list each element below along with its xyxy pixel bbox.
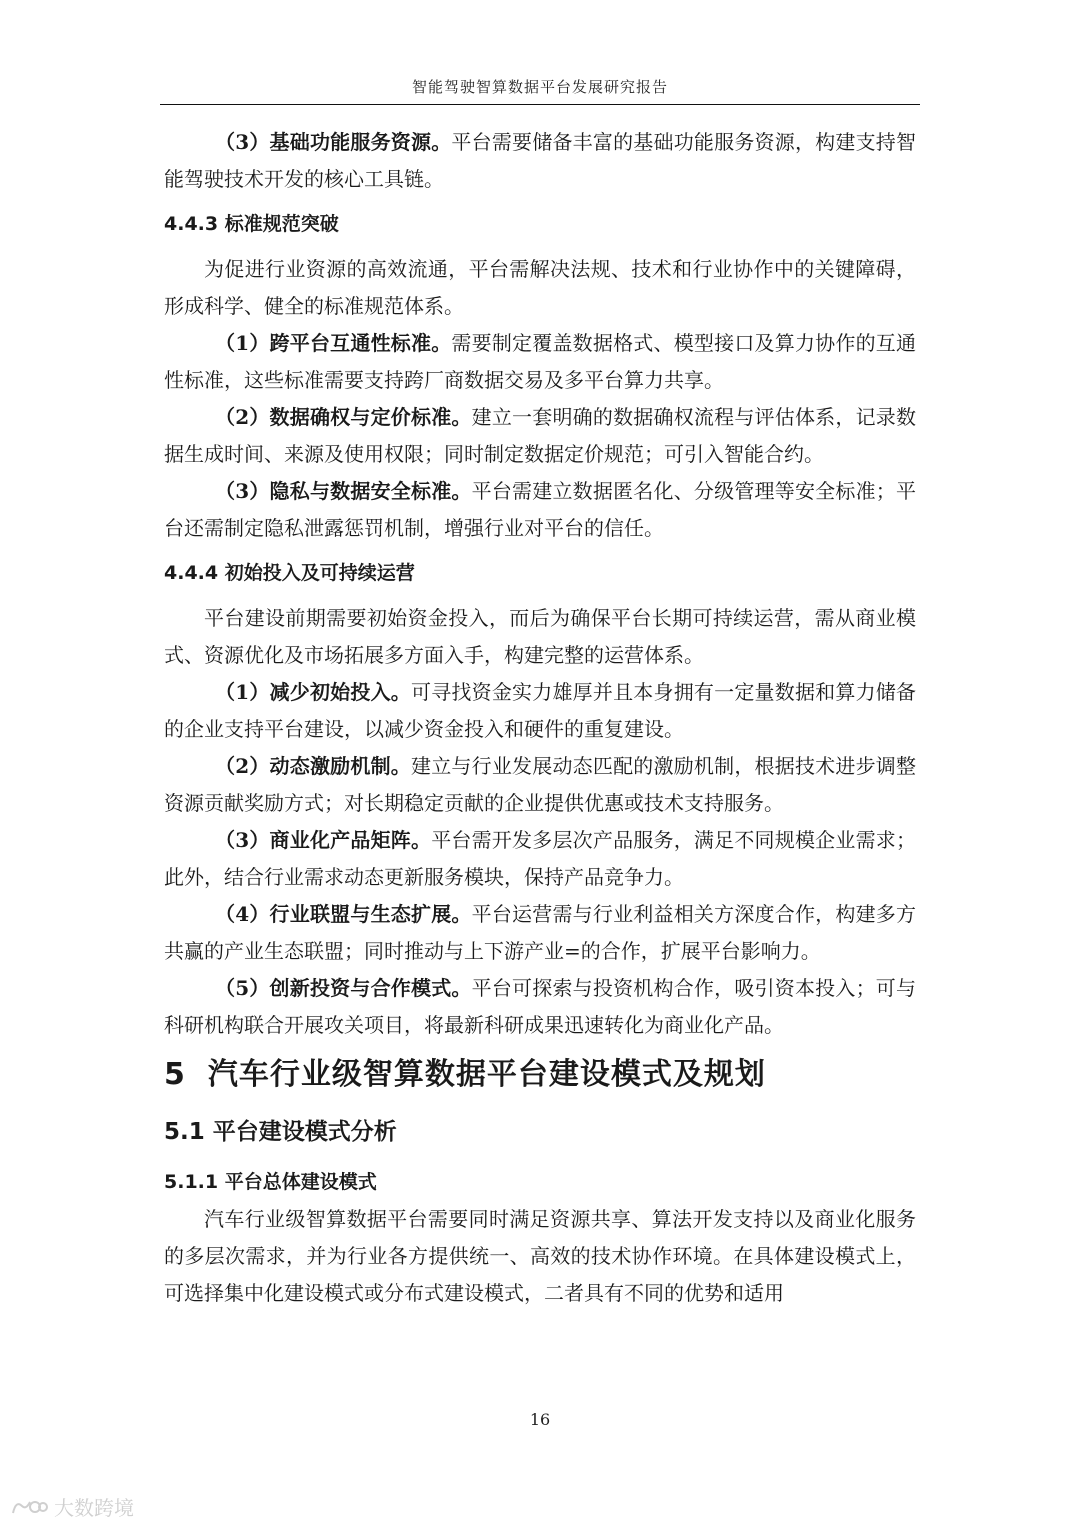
watermark-logo-icon (10, 1496, 48, 1518)
item-text: 可寻找资金实力雄厚并且本身拥有一定量数据和算力储备的企业支持平台建设，以减少资金投入和硬件的重复建设。 (164, 680, 916, 741)
page-number: 16 (529, 1410, 551, 1429)
header-title: 智能驾驶智算数据平台发展研究报告 (411, 78, 668, 96)
item-text: 平台需要储备丰富的基础功能服务资源，构建支持智能驾驶技术开发的核心工具链。 (164, 130, 917, 191)
chapter-number: 5 (164, 1057, 186, 1092)
item-text: 平台需开发多层次产品服务，满足不同规模企业需求；此外，结合行业需求动态更新服务模块，保持产品竞争力。 (164, 828, 917, 889)
item-text: 平台可探索与投资机构合作，吸引资本投入；可与科研机构联合开展攻关项目，将最新科研成果迅速转化为商业化产品。 (164, 976, 916, 1037)
item-text: 平台运营需与行业利益相关方深度合作，构建多方共赢的产业生态联盟；同时推动与上下游产业=的合作，扩展平台影响力。 (164, 902, 916, 963)
subsection-heading-511: 5.1.1 平台总体建设模式 (164, 1171, 377, 1193)
paragraph-item (164, 473, 916, 547)
item-text: 平台需建立数据匿名化、分级管理等安全标准；平台还需制定隐私泄露惩罚机制，增强行业对平台的信任。 (164, 479, 916, 540)
page-content (164, 124, 916, 1312)
item-text: 需要制定覆盖数据格式、模型接口及算力协作的互通性标准，这些标准需要支持跨厂商数据交易及多平台算力共享。 (164, 331, 917, 392)
item-lead: （4）行业联盟与生态扩展。 (215, 902, 472, 926)
header-rule (160, 104, 920, 105)
chapter-heading (164, 1052, 916, 1098)
section-heading-51: 5.1 平台建设模式分析 (164, 1119, 397, 1145)
watermark (10, 1492, 134, 1521)
chapter-title: 汽车行业级智算数据平台建设模式及规划 (207, 1057, 766, 1092)
item-lead: （2）动态激励机制。 (215, 754, 411, 778)
subsection-heading-444: 4.4.4 初始投入及可持续运营 (164, 562, 415, 584)
paragraph-item (164, 124, 916, 198)
paragraph-item (164, 399, 916, 473)
item-lead: （3）基础功能服务资源。 (215, 130, 452, 154)
item-lead: （3）商业化产品矩阵。 (215, 828, 432, 852)
item-text: 建立一套明确的数据确权流程与评估体系，记录数据生成时间、来源及使用权限；同时制定数据定价规范；可引入智能合约。 (164, 405, 916, 466)
paragraph-item (164, 970, 916, 1044)
paragraph-item (164, 325, 916, 399)
item-lead: （1）跨平台互通性标准。 (215, 331, 452, 355)
item-lead: （1）减少初始投入。 (215, 680, 411, 704)
paragraph-item (164, 748, 916, 822)
watermark-text: 大数跨境 (54, 1496, 134, 1520)
paragraph-item (164, 822, 916, 896)
section-intro: 平台建设前期需要初始资金投入，而后为确保平台长期可持续运营，需从商业模式、资源优化及市场拓展多方面入手，构建完整的运营体系。 (164, 606, 916, 667)
paragraph-item (164, 674, 916, 748)
subsection-heading-443: 4.4.3 标准规范突破 (164, 213, 339, 235)
paragraph-item (164, 896, 916, 970)
item-text: 建立与行业发展动态匹配的激励机制，根据技术进步调整资源贡献奖励方式；对长期稳定贡献的企业提供优惠或技术支持服务。 (164, 754, 916, 815)
section-intro: 为促进行业资源的高效流通，平台需解决法规、技术和行业协作中的关键障碍，形成科学、健全的标准规范体系。 (164, 257, 916, 318)
body-paragraph: 汽车行业级智算数据平台需要同时满足资源共享、算法开发支持以及商业化服务的多层次需求，并为行业各方提供统一、高效的技术协作环境。在具体建设模式上，可选择集中化建设模式或分布式建设模式，二者具有不同的优势和适用 (164, 1207, 916, 1305)
item-lead: （3）隐私与数据安全标准。 (215, 479, 472, 503)
item-lead: （2）数据确权与定价标准。 (215, 405, 472, 429)
item-lead: （5）创新投资与合作模式。 (215, 976, 472, 1000)
